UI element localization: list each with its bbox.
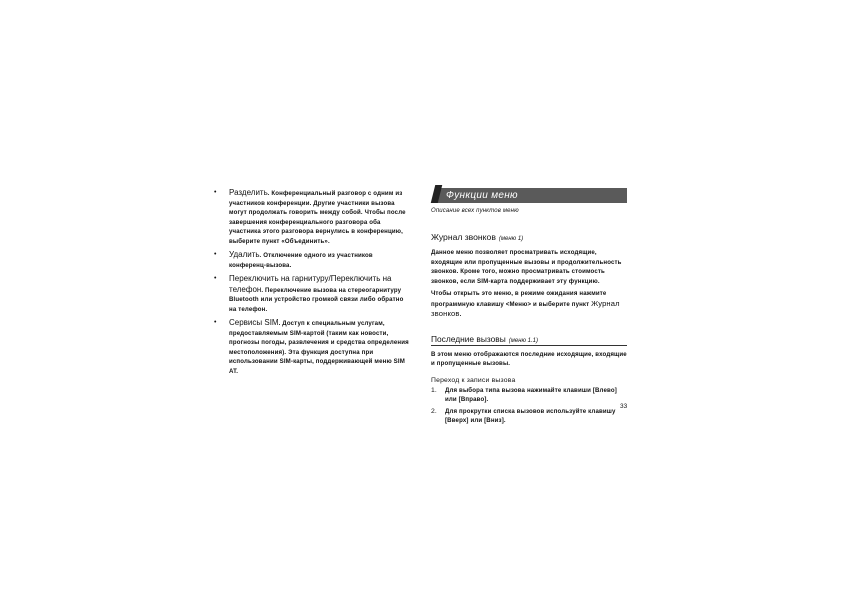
section-paragraph	[431, 289, 627, 320]
bullet-text: . Конференциальный разговор с одним из участников конференции. Другие участники вызова могут продолжать говорить между собой. Чтобы после завершения конференциального разговора оба участника этого разговора вернулись в конференцию, выберите пункт «Объединить».	[229, 190, 406, 245]
bullet-icon: •	[214, 275, 217, 282]
banner-subtitle: Описание всех пунктов меню	[431, 208, 519, 214]
right-column	[430, 187, 627, 428]
bullet-item	[213, 274, 411, 314]
subsection-menu-ref: (меню 1.1)	[508, 337, 539, 344]
bullet-term: Разделить	[229, 188, 268, 197]
section-title: Журнал звонков	[431, 232, 496, 242]
step-text: Для прокрутки списка вызовов используйте клавишу [Вверх] или [Вниз].	[445, 407, 616, 424]
bullet-term: Переключить на гарнитуру/Переключить на телефон	[229, 274, 392, 294]
bullet-icon: •	[214, 251, 217, 258]
left-column	[213, 188, 411, 380]
bullet-text: . Доступ к специальным услугам, предоставляемым SIM-картой (таким как новости, прогнозы погоды, развлечения и средства определения местоположения). Эта функция доступна при использовании SIM-карты, поддерживающей меню SIM AT.	[229, 320, 409, 375]
step-number: 1.	[431, 386, 437, 394]
bullet-item	[213, 188, 411, 246]
section-banner	[430, 187, 627, 204]
step-text: Для выбора типа вызова нажимайте клавиши [Влево] или [Вправо].	[445, 386, 617, 403]
step-number: 2.	[431, 407, 437, 415]
bullet-item	[213, 318, 411, 376]
step-item	[430, 407, 627, 426]
paragraph-text: Чтобы открыть это меню, в режиме ожидания нажмите программную клавишу <Меню> и выберите пункт	[431, 290, 607, 308]
banner-title: Функции меню	[446, 190, 518, 201]
bullet-text: . Переключение вызова на стереогарнитуру Bluetooth или устройство громкой связи либо обратно на телефон.	[229, 286, 404, 313]
bullet-text: . Отключение одного из участников конференц-вызова.	[229, 252, 373, 269]
section-paragraph: Данное меню позволяет просматривать исходящие, входящие или пропущенные вызовы и продолжительность звонков. Кроме того, можно просматривать стоимость звонков, если SIM-карта поддерживает эту функцию.	[431, 249, 622, 285]
bullet-icon: •	[214, 189, 217, 196]
bullet-term: Удалить	[229, 250, 260, 259]
paragraph-term: Журнал звонков	[431, 298, 620, 318]
subsection-title: Последние вызовы	[431, 333, 506, 344]
procedure-title: Переход к записи вызова	[431, 376, 516, 384]
section-menu-ref: (меню 1)	[498, 236, 524, 242]
step-item	[430, 386, 627, 405]
bullet-item	[213, 250, 411, 270]
page-number: 33	[620, 403, 628, 410]
section-heading	[431, 232, 627, 242]
subsection-paragraph: В этом меню отображаются последние исходящие, входящие и пропущенные вызовы.	[431, 350, 627, 367]
bullet-icon: •	[214, 319, 217, 326]
bullet-term: Сервисы SIM	[229, 318, 279, 327]
paragraph-text-end: .	[459, 311, 462, 318]
subsection-heading	[431, 334, 627, 346]
